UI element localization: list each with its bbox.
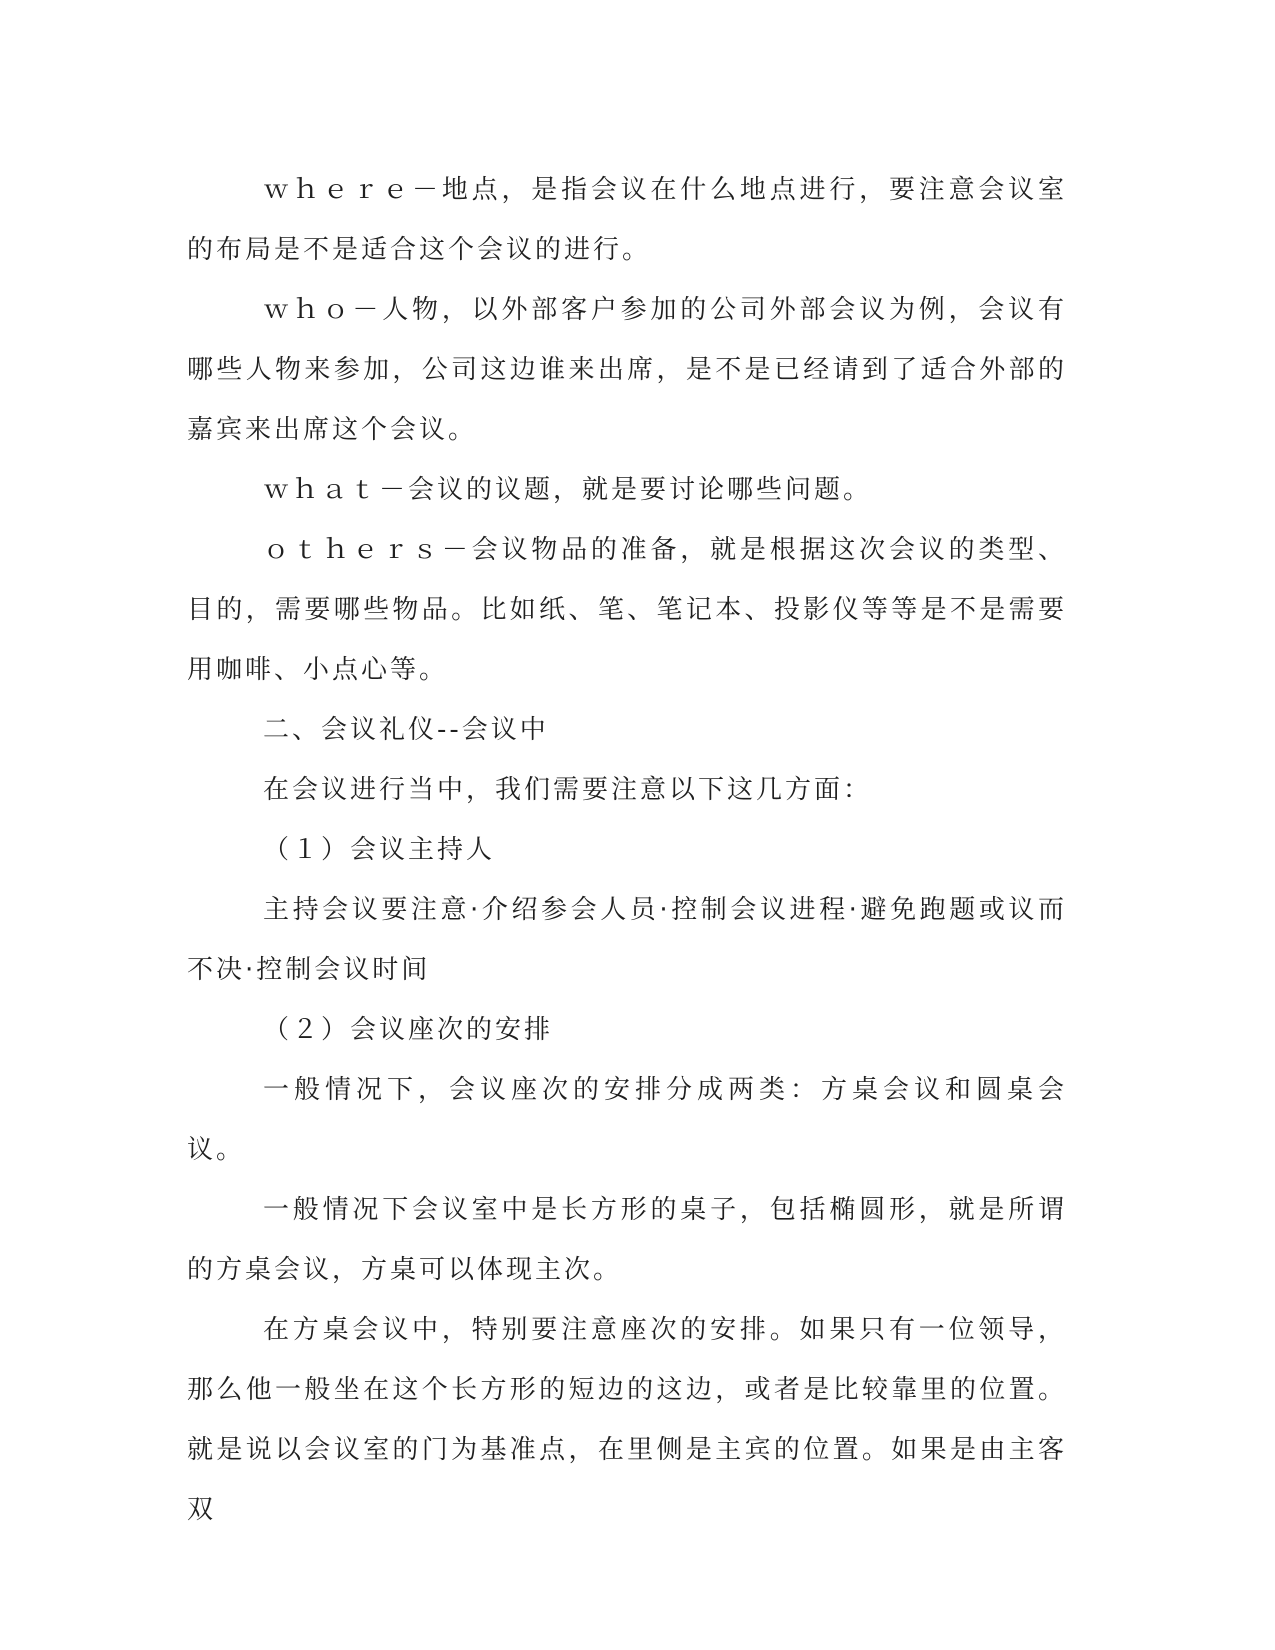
- paragraph-others: ｏｔｈｅｒｓ－会议物品的准备，就是根据这次会议的类型、目的，需要哪些物品。比如纸、笔、笔记本、投影仪等等是不是需要用咖啡、小点心等。: [187, 535, 1067, 685]
- paragraph-host: 主持会议要注意·介绍参会人员·控制会议进程·避免跑题或议而不决·控制会议时间: [187, 895, 1067, 985]
- paragraph-who: ｗｈｏ－人物，以外部客户参加的公司外部会议为例，会议有哪些人物来参加，公司这边谁来出席，是不是已经请到了适合外部的嘉宾来出席这个会议。: [187, 295, 1067, 445]
- paragraph-what: ｗｈａｔ－会议的议题，就是要讨论哪些问题。: [263, 475, 873, 505]
- document-body: [187, 160, 1067, 1540]
- paragraph-seating-types: 一般情况下，会议座次的安排分成两类：方桌会议和圆桌会议。: [187, 1075, 1067, 1165]
- subheading-host: （１）会议主持人: [263, 835, 496, 865]
- paragraph-square-table: 一般情况下会议室中是长方形的桌子，包括椭圆形，就是所谓的方桌会议，方桌可以体现主次。: [187, 1195, 1067, 1285]
- section-heading: 二、会议礼仪--会议中: [263, 715, 549, 745]
- paragraph-intro: 在会议进行当中，我们需要注意以下这几方面：: [263, 775, 873, 805]
- paragraph-where: ｗｈｅｒｅ－地点，是指会议在什么地点进行，要注意会议室的布局是不是适合这个会议的进行。: [187, 175, 1067, 265]
- subheading-seating: （２）会议座次的安排: [263, 1015, 554, 1045]
- paragraph-seating-order: 在方桌会议中，特别要注意座次的安排。如果只有一位领导，那么他一般坐在这个长方形的短边的这边，或者是比较靠里的位置。就是说以会议室的门为基准点，在里侧是主宾的位置。如果是由主客双: [187, 1315, 1067, 1525]
